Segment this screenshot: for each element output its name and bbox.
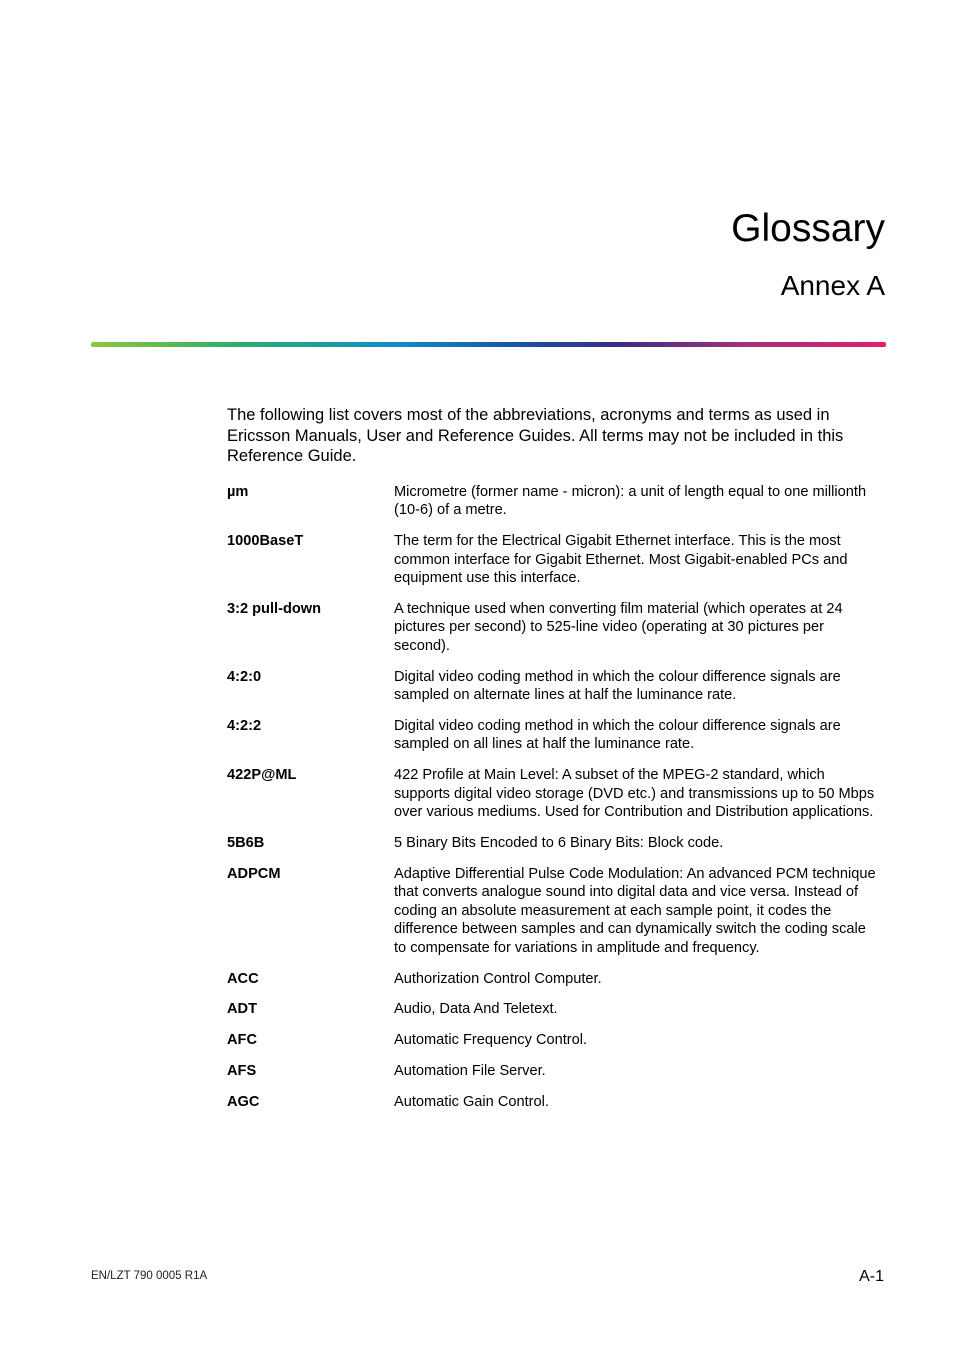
glossary-definition: Automatic Gain Control. — [394, 1094, 549, 1111]
glossary-entry — [227, 834, 887, 852]
page-number: A-1 — [859, 1268, 884, 1285]
glossary-definition: Digital video coding method in which the colour difference signals are sampled on alternate lines at half the luminance rate. — [394, 668, 841, 704]
glossary-term: AGC — [227, 1094, 260, 1111]
glossary-term: µm — [227, 484, 249, 500]
glossary-term: 3:2 pull-down — [227, 601, 322, 618]
gradient-divider — [91, 342, 886, 347]
glossary-definition: Authorization Control Computer. — [394, 970, 602, 987]
glossary-definition: Audio, Data And Teletext. — [394, 1001, 558, 1018]
glossary-definition: The term for the Electrical Gigabit Ethernet interface. This is the most common interface for Gigabit Ethernet. Most Gigabit-enabled PCs and equipment use this interface. — [394, 533, 848, 587]
glossary-entry — [227, 865, 887, 957]
glossary-list — [227, 483, 887, 1124]
glossary-term: 1000BaseT — [227, 533, 304, 550]
glossary-entry — [227, 970, 887, 988]
glossary-entry — [227, 600, 887, 655]
glossary-entry — [227, 1093, 887, 1111]
glossary-term: 4:2:0 — [227, 668, 262, 685]
glossary-entry — [227, 1031, 887, 1049]
glossary-term: AFS — [227, 1063, 257, 1080]
glossary-term: ADPCM — [227, 866, 281, 882]
glossary-definition: Automation File Server. — [394, 1063, 546, 1080]
page-subtitle: Annex A — [780, 270, 885, 301]
glossary-definition: A technique used when converting film material (which operates at 24 pictures per second) to 525-line video (operating at 30 pictures per second). — [394, 601, 843, 654]
glossary-term: 4:2:2 — [227, 718, 262, 735]
document-id: EN/LZT 790 0005 R1A — [91, 1270, 208, 1282]
glossary-definition: Adaptive Differential Pulse Code Modulation: An advanced PCM technique that converts analogue sound into digital data and vice versa. Instead of coding an absolute measurement at each sample point, it codes the difference between samples and can dynamically switch the coding scale to compensate for variations in amplitude and frequency. — [394, 866, 876, 956]
glossary-entry — [227, 766, 887, 821]
glossary-term: ADT — [227, 1001, 257, 1018]
glossary-entry — [227, 1000, 887, 1018]
glossary-term: 5B6B — [227, 835, 265, 852]
glossary-definition: 5 Binary Bits Encoded to 6 Binary Bits: Block code. — [394, 835, 724, 852]
glossary-entry — [227, 668, 887, 705]
glossary-definition: 422 Profile at Main Level: A subset of the MPEG-2 standard, which supports digital video storage (DVD etc.) and transmissions up to 50 Mbps over various mediums. Used for Contribution and Distribution applications. — [394, 767, 875, 821]
glossary-term: ACC — [227, 970, 259, 987]
glossary-entry — [227, 1062, 887, 1080]
glossary-definition: Digital video coding method in which the colour difference signals are sampled on all lines at half the luminance rate. — [394, 718, 841, 753]
glossary-definition: Micrometre (former name - micron): a unit of length equal to one millionth (10-6) of a metre. — [394, 484, 867, 519]
intro-paragraph: The following list covers most of the abbreviations, acronyms and terms as used in Ericsson Manuals, User and Reference Guides. All terms may not be included in this Reference Guide. — [227, 406, 844, 465]
glossary-definition: Automatic Frequency Control. — [394, 1032, 588, 1049]
page-title: Glossary — [731, 207, 885, 250]
glossary-entry — [227, 532, 887, 587]
glossary-term: AFC — [227, 1032, 257, 1049]
glossary-entry — [227, 717, 887, 754]
glossary-entry — [227, 483, 887, 520]
glossary-term: 422P@ML — [227, 767, 297, 784]
